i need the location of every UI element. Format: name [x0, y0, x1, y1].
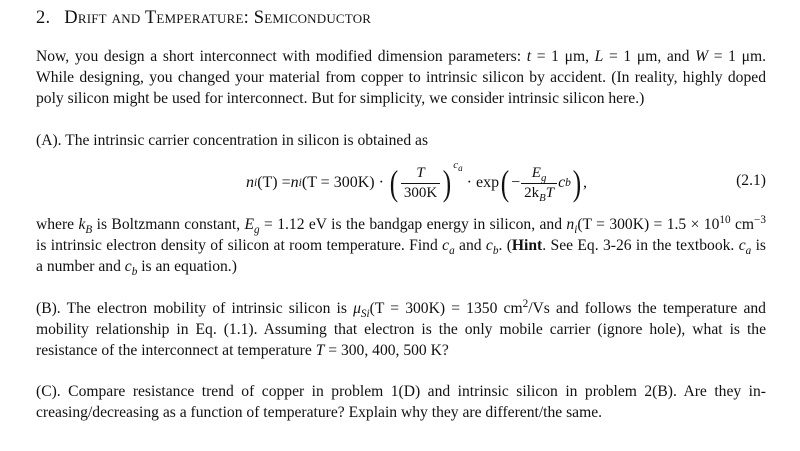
var-W: W: [695, 48, 709, 65]
var-t: t: [526, 48, 532, 65]
eq-Eg-sub: g: [540, 171, 547, 184]
eq-frac-den: 300K: [401, 183, 440, 202]
left-paren-2: (: [500, 163, 510, 203]
eq-Eg: E: [531, 164, 541, 181]
var-cb: c: [485, 237, 493, 254]
pa-t5: cm: [730, 216, 755, 233]
part-a-label: (A).: [36, 132, 62, 149]
var-kB: k: [78, 216, 86, 233]
eq-cb: c: [558, 174, 566, 191]
intro-L-value: = 1 μm, and: [603, 48, 696, 65]
right-paren: ): [443, 163, 452, 203]
var-ni-sub: i: [574, 224, 578, 237]
intro-t-value: = 1 μm,: [531, 48, 595, 65]
part-a-paragraph: [36, 214, 766, 277]
intro-W-value: = 1 μm. While designing, you changed your material from copper to intrinsic silicon by accident. (In reality, highly doped poly silicon might be used for interconnect. But for simplicity, we consider intrinsic silicon here.): [36, 48, 766, 107]
eq-rhs-arg: (T = 300K) ·: [301, 174, 384, 191]
hint-label: Hint: [511, 237, 543, 254]
eq-minus: −: [511, 174, 521, 191]
var-ca: c: [442, 237, 450, 254]
eq-comma: ,: [582, 174, 587, 191]
pc-text: Compare resistance trend of copper in problem 1(D) and intrinsic silicon in problem 2(B). Are they in-creasing/decreasing as a function of temperature? Explain why they are different/the same.: [36, 383, 766, 421]
equation-2-1: [0, 152, 800, 212]
var-mu-sub: Si: [360, 308, 370, 321]
eq-kB-sub: B: [539, 191, 546, 204]
eq-frac-T: [401, 165, 440, 202]
eq-power-sub: a: [458, 163, 463, 174]
eq-lhs-n: n: [246, 174, 254, 191]
section-number: 2.: [36, 8, 51, 28]
var-ni: n: [566, 216, 575, 233]
intro-paragraph: [36, 46, 766, 109]
eq-frac-Eg: [521, 165, 557, 202]
pa-exp10: 10: [719, 213, 731, 226]
var-kB-sub: B: [85, 224, 93, 237]
var-cb-sub: b: [492, 245, 499, 258]
part-c-paragraph: [36, 381, 766, 423]
right-paren-2: ): [572, 163, 582, 203]
var-cb-2: c: [124, 258, 132, 275]
part-c-label: (C).: [36, 383, 61, 400]
part-a-text: The intrinsic carrier concentration in silicon is obtained as: [61, 132, 429, 149]
var-Eg-sub: g: [254, 224, 260, 237]
pa-cm-exp: −3: [754, 213, 766, 226]
var-mu: μ: [353, 300, 361, 317]
pa-t10: is a number and: [36, 237, 766, 275]
eq-T: T: [545, 184, 555, 201]
eq-frac2-num: [529, 165, 550, 183]
var-ca-2-sub: a: [745, 245, 752, 258]
equation-number: (2.1): [736, 172, 766, 189]
pb-sq: 2: [522, 297, 529, 310]
pa-t1: where: [36, 216, 79, 233]
part-a-intro: [36, 130, 766, 151]
var-cb-2-sub: b: [131, 266, 138, 279]
var-ca-sub: a: [449, 245, 455, 258]
section-title: Drift and Temperature: Semiconductor: [64, 8, 372, 28]
eq-rhs-n: n: [290, 174, 299, 191]
eq-lhs-arg: (T) =: [257, 174, 291, 191]
intro-text: Now, you design a short interconnect with modified dimension parameters:: [36, 48, 527, 65]
pb-t2: (T = 300K) = 1350 cm: [369, 300, 523, 317]
part-b-label: (B).: [36, 300, 61, 317]
var-Eg: E: [244, 216, 255, 233]
var-ca-2: c: [738, 237, 746, 254]
eq-exp: · exp: [466, 174, 500, 191]
eq-2kB: 2k: [524, 184, 540, 201]
var-T: T: [315, 342, 325, 359]
pa-t6: is intrinsic electron density of silicon at room temperature. Find: [36, 237, 443, 254]
pa-t9: . See Eq. 3-26 in the textbook.: [542, 237, 739, 254]
eq-power-c: c: [453, 159, 459, 172]
part-b-paragraph: [36, 298, 766, 361]
left-paren: (: [389, 163, 399, 203]
pb-t1: The electron mobility of intrinsic silicon is: [60, 300, 354, 317]
pb-t3: /Vs and follows the temperature and mobility relationship in Eq. (1.1). Assuming that electron is the only mobile carrier (ignore hole), what is the resistance of the interconnect at temperature: [36, 300, 766, 359]
section-heading: [36, 8, 371, 29]
eq-frac2-den: [521, 183, 557, 202]
pa-t11: is an equation.): [137, 258, 237, 275]
eq-frac-num: T: [416, 164, 425, 181]
pa-t4: (T = 300K) = 1.5 × 10: [577, 216, 720, 233]
pa-t3: = 1.12 eV is the bandgap energy in silicon, and: [259, 216, 567, 233]
pa-t2: is Boltzmann constant,: [92, 216, 245, 233]
pa-t7: and: [454, 237, 486, 254]
var-L: L: [594, 48, 604, 65]
eq-power: [453, 159, 463, 174]
equation-body: n i (T) = n i (T = 300K) · ( $\frac{T}{300K}$ ) $^{c_a}$ · exp ( − $\frac{E_g}{2k_BT}$ c b ) ,: [246, 159, 587, 204]
pb-t4: = 300, 400, 500 K?: [324, 342, 449, 359]
pa-t8: . (: [498, 237, 512, 254]
